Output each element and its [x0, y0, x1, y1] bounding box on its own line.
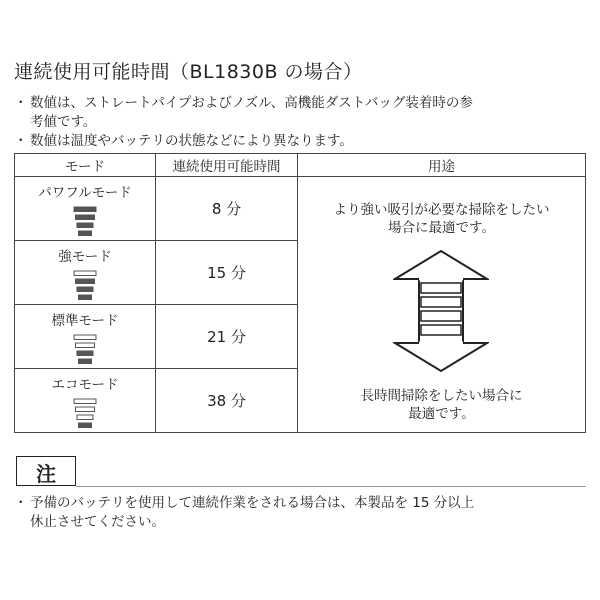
usage-line: 場合に最適です。 [388, 220, 495, 236]
mode-cell [15, 305, 156, 369]
usage-top-text [298, 201, 585, 237]
time-cell: 15 分 [156, 241, 298, 305]
power-level-bar [79, 423, 92, 428]
note-line: 数値は温度やバッテリの状態などにより異なります。 [30, 133, 353, 149]
note-item [14, 94, 586, 132]
header-mode: モード [15, 154, 156, 177]
power-level-bar [76, 343, 95, 348]
power-level-bar [79, 295, 92, 300]
time-cell: 8 分 [156, 177, 298, 241]
power-level-bar [77, 351, 93, 356]
mode-name: 強モード [58, 249, 112, 265]
power-level-icon [72, 397, 98, 431]
usage-line: より強い吸引が必要な掃除をしたい [333, 202, 550, 218]
power-level-bar [74, 335, 96, 340]
power-level-bar [76, 407, 95, 412]
table-header-row [15, 154, 586, 177]
power-level-bar [77, 415, 93, 420]
time-cell: 38 分 [156, 369, 298, 433]
caution-note [14, 494, 586, 532]
notes-list [14, 94, 586, 151]
note-bullet: ・ [14, 95, 28, 111]
note-item [14, 132, 586, 151]
power-level-bar [79, 231, 92, 236]
runtime-table [14, 153, 586, 433]
mode-name: 標準モード [51, 313, 119, 329]
power-level-bar [74, 399, 96, 404]
divider [76, 486, 586, 487]
power-level-icon [72, 205, 98, 239]
power-level-bar [76, 215, 95, 220]
caution-label: 注 [36, 462, 56, 486]
note-bullet: ・ [14, 133, 28, 149]
double-arrow-icon [393, 249, 489, 373]
mode-cell [15, 241, 156, 305]
power-level-bar [77, 223, 93, 228]
header-time: 連続使用可能時間 [156, 154, 298, 177]
power-level-icon [72, 269, 98, 303]
power-level-bar [77, 287, 93, 292]
mode-cell [15, 369, 156, 433]
power-level-bar [74, 271, 96, 276]
note-text [30, 494, 474, 532]
power-level-icon [72, 333, 98, 367]
header-usage: 用途 [298, 154, 586, 177]
page-title: 連続使用可能時間（BL1830B の場合） [14, 61, 363, 83]
note-text [30, 94, 473, 132]
usage-line: 最適です。 [408, 406, 475, 422]
mode-cell [15, 177, 156, 241]
usage-bottom-text [298, 387, 585, 423]
power-level-bar [76, 279, 95, 284]
mode-name: エコモード [51, 377, 119, 393]
note-bullet: ・ [14, 495, 28, 511]
mode-name: パワフルモード [38, 185, 132, 201]
usage-cell [298, 177, 586, 433]
note-line: 数値は、ストレートパイプおよびノズル、高機能ダストバッグ装着時の参 [30, 95, 473, 111]
table-row [15, 177, 586, 241]
usage-line: 長時間掃除をしたい場合に [360, 388, 523, 404]
note-line: 予備のバッテリを使用して連続作業をされる場合は、本製品を 15 分以上 [30, 495, 475, 511]
note-line: 休止させてください。 [30, 514, 165, 530]
time-cell: 21 分 [156, 305, 298, 369]
power-level-bar [74, 207, 96, 212]
caution-box [16, 456, 76, 486]
power-level-bar [79, 359, 92, 364]
note-line: 考値です。 [30, 114, 97, 130]
